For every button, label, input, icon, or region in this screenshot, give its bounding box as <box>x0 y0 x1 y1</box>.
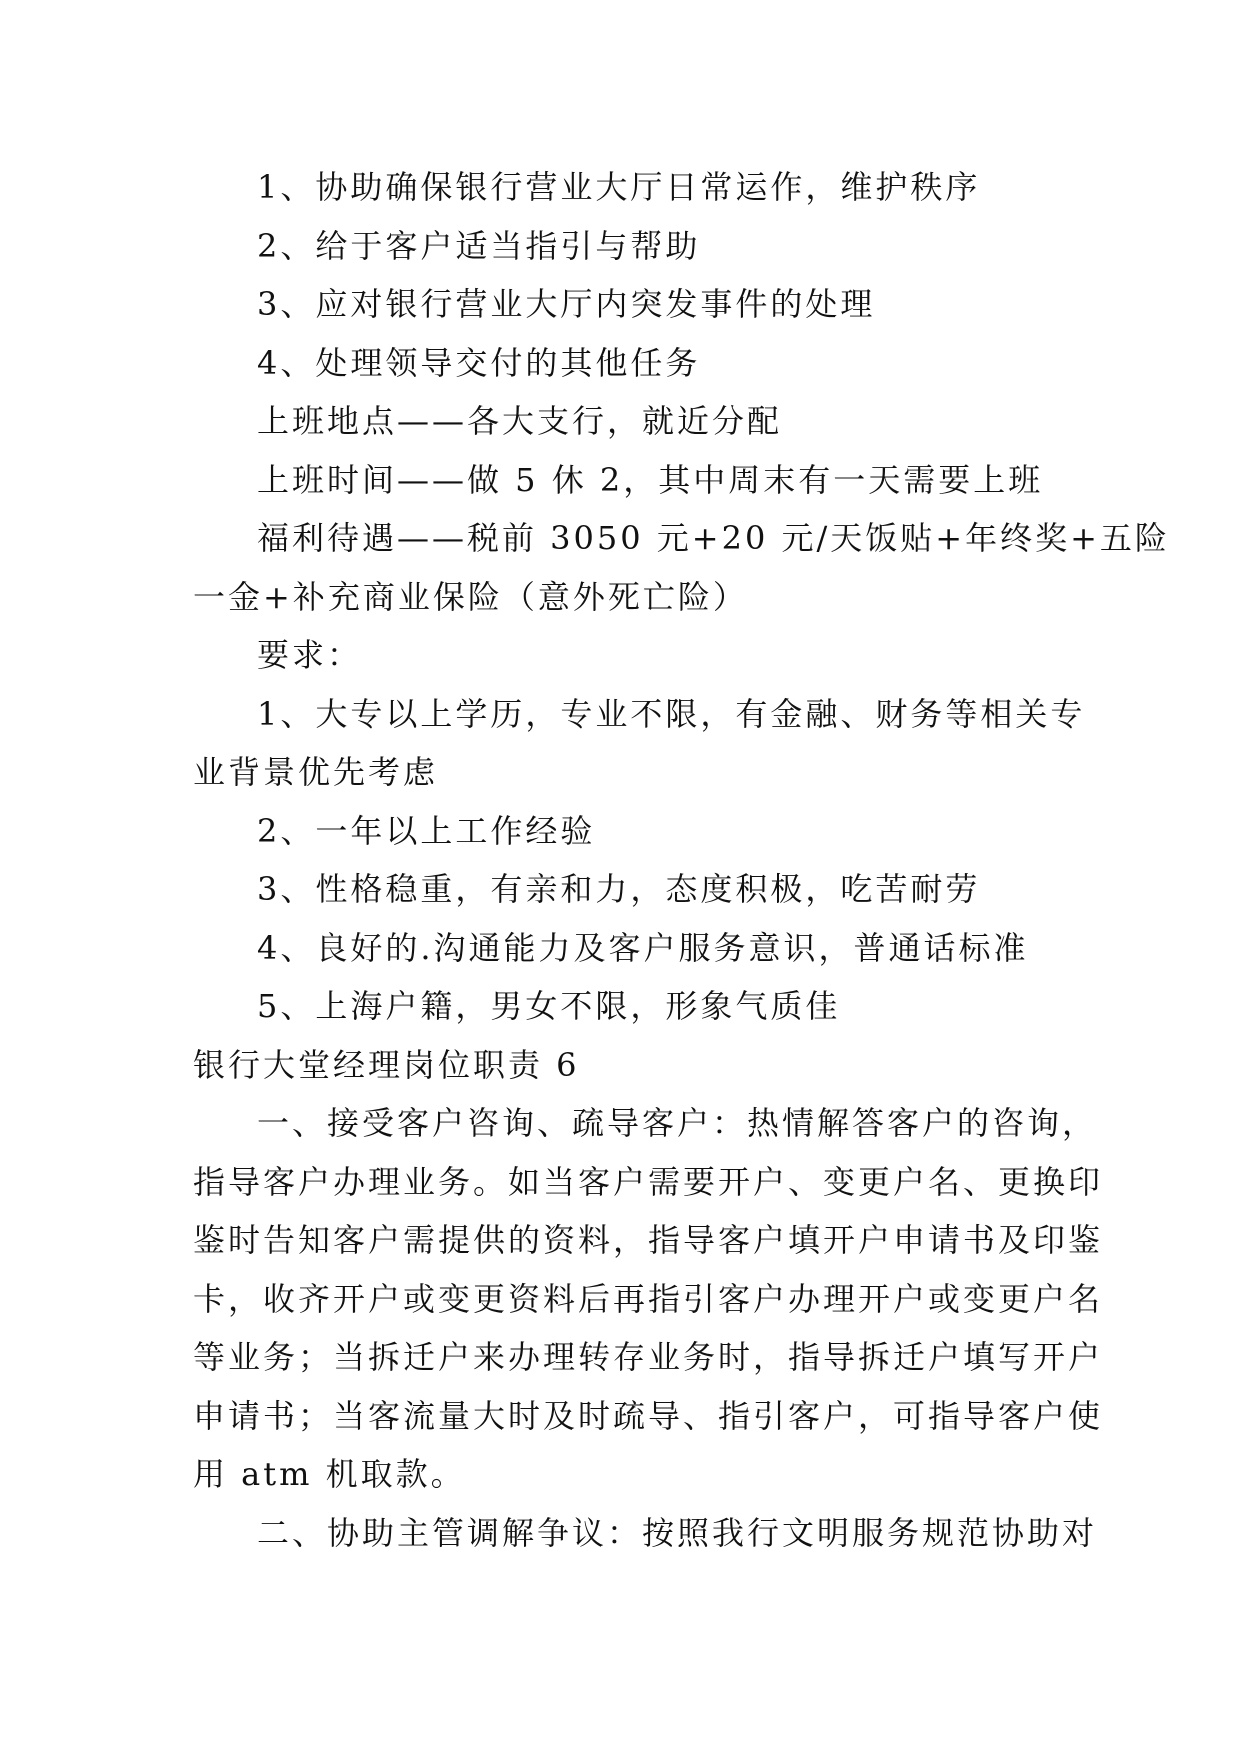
paragraph-1-line-4: 卡，收齐开户或变更资料后再指引客户办理开户或变更户名 <box>193 1279 1104 1318</box>
document-body <box>193 158 1170 1562</box>
requirement-5: 5、上海户籍，男女不限，形象气质佳 <box>257 987 841 1025</box>
requirement-1-line-2: 业背景优先考虑 <box>193 753 439 791</box>
paragraph-1-line-3: 鉴时告知客户需提供的资料，指导客户填开户申请书及印鉴 <box>193 1221 1104 1259</box>
paragraph-1-line-2: 指导客户办理业务。如当客户需要开户、变更户名、更换印 <box>193 1162 1104 1201</box>
benefits-line-1: 福利待遇——税前 3050 元+20 元/天饭贴+年终奖+五险 <box>257 519 1170 557</box>
benefits-line-2: 一金+补充商业保险（意外死亡险） <box>193 577 748 616</box>
section-title: 银行大堂经理岗位职责 6 <box>193 1045 580 1084</box>
duty-item-2: 2、给于客户适当指引与帮助 <box>257 226 701 265</box>
paragraph-1-line-5: 等业务；当拆迁户来办理转存业务时，指导拆迁户填写开户 <box>193 1338 1104 1376</box>
requirement-3: 3、性格稳重，有亲和力，态度积极，吃苦耐劳 <box>257 870 981 908</box>
paragraph-2-line-1: 二、协助主管调解争议：按照我行文明服务规范协助对 <box>257 1513 1098 1552</box>
duty-item-4: 4、处理领导交付的其他任务 <box>257 343 701 382</box>
duty-item-3: 3、应对银行营业大厅内突发事件的处理 <box>257 285 876 323</box>
requirement-1-line-1: 1、大专以上学历，专业不限，有金融、财务等相关专 <box>257 694 1086 733</box>
work-hours: 上班时间——做 5 休 2，其中周末有一天需要上班 <box>257 460 1044 499</box>
duty-item-1: 1、协助确保银行营业大厅日常运作，维护秩序 <box>257 168 981 206</box>
requirements-heading: 要求： <box>257 636 363 674</box>
paragraph-1-line-7: 用 atm 机取款。 <box>193 1455 466 1493</box>
work-location: 上班地点——各大支行，就近分配 <box>257 402 783 440</box>
paragraph-1-line-1: 一、接受客户咨询、疏导客户：热情解答客户的咨询， <box>257 1104 1098 1142</box>
requirement-4: 4、良好的.沟通能力及客户服务意识，普通话标准 <box>257 928 1029 967</box>
paragraph-1-line-6: 申请书；当客流量大时及时疏导、指引客户，可指导客户使 <box>193 1396 1104 1435</box>
requirement-2: 2、一年以上工作经验 <box>257 811 596 850</box>
